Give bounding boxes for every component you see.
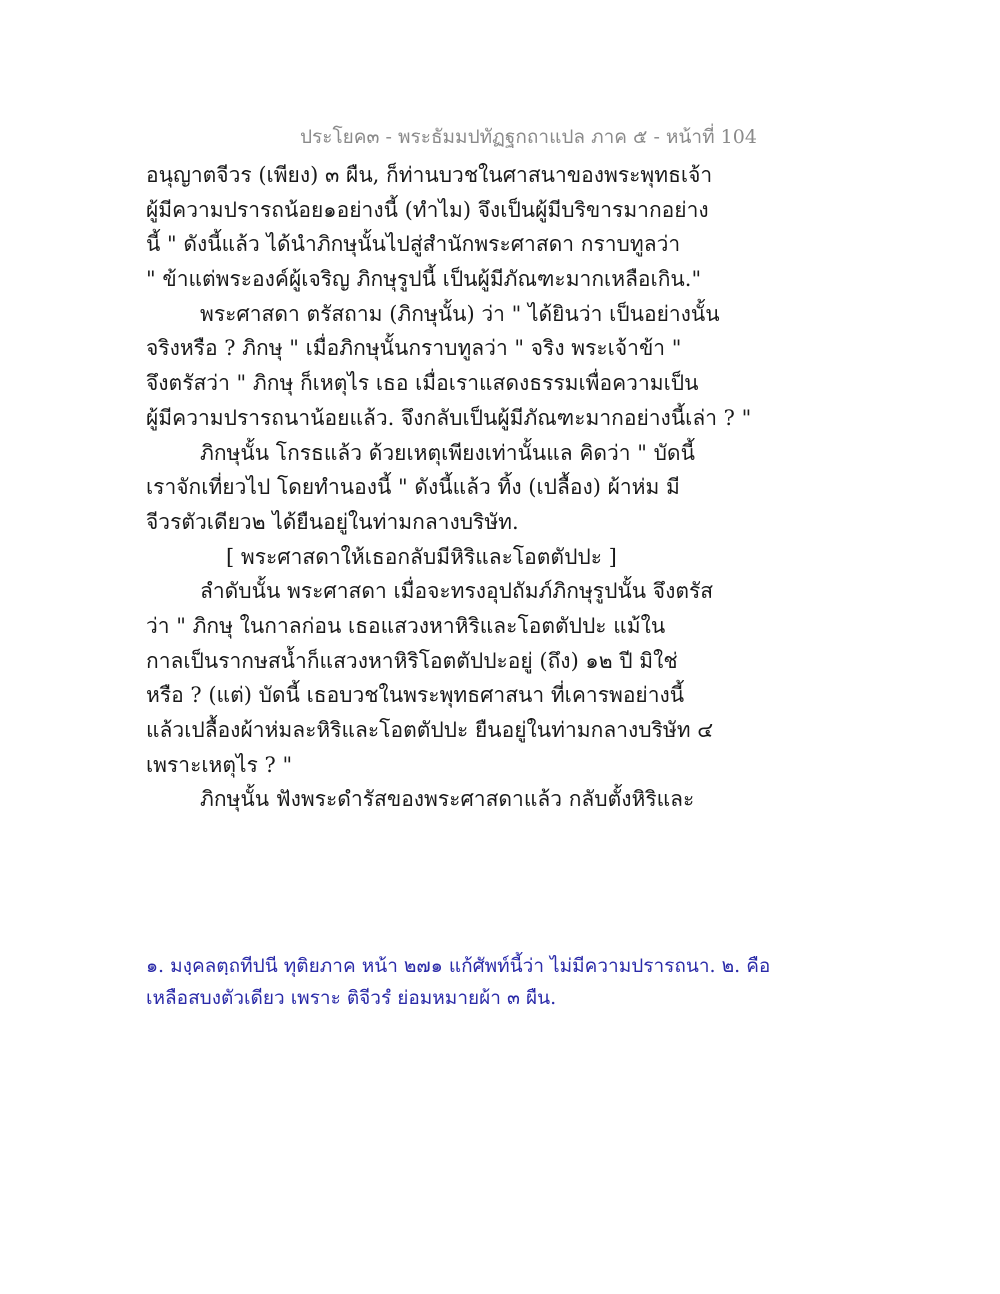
- text-line: หรือ ? (แต่) บัดนี้ เธอบวชในพระพุทธศาสนา ที่เคารพอย่างนี้: [146, 683, 685, 708]
- text-line: " ข้าแต่พระองค์ผู้เจริญ ภิกษุรูปนี้ เป็นผู้มีภัณฑะมากเหลือเกิน.": [146, 267, 702, 292]
- paragraph-start-line: ภิกษุนั้น ฟังพระดำรัสของพระศาสดาแล้ว กลับตั้งหิริและ: [200, 787, 695, 812]
- text-line: จริงหรือ ? ภิกษุ " เมื่อภิกษุนั้นกราบทูลว่า " จริง พระเจ้าข้า ": [146, 336, 682, 361]
- text-line: เราจักเที่ยวไป โดยทำนองนี้ " ดังนี้แล้ว ทิ้ง (เปลื้อง) ผ้าห่ม มี: [146, 475, 680, 500]
- footnote-line: ๑. มงฺคลตฺถทีปนี ทุติยภาค หน้า ๒๗๑ แก้ศัพท์นี้ว่า ไม่มีความปรารถนา. ๒. คือ: [146, 955, 771, 977]
- footnote-line: เหลือสบงตัวเดียว เพราะ ติจีวรํ ย่อมหมายผ้า ๓ ผืน.: [146, 987, 557, 1009]
- text-line: ผู้มีความปรารถนาน้อยแล้ว. จึงกลับเป็นผู้มีภัณฑะมากอย่างนี้เล่า ? ": [146, 405, 752, 430]
- text-line: เพราะเหตุไร ? ": [146, 752, 293, 777]
- text-line: จีวรตัวเดียว๒ ได้ยืนอยู่ในท่ามกลางบริษัท.: [146, 509, 519, 534]
- body-text: [146, 158, 752, 817]
- text-line: จึงตรัสว่า " ภิกษุ ก็เหตุไร เธอ เมื่อเราแสดงธรรมเพื่อความเป็น: [146, 371, 699, 396]
- paragraph-start-line: พระศาสดา ตรัสถาม (ภิกษุนั้น) ว่า " ได้ยินว่า เป็นอย่างนั้น: [200, 301, 720, 326]
- paragraph-start-line: ภิกษุนั้น โกรธแล้ว ด้วยเหตุเพียงเท่านั้นแล คิดว่า " บัดนี้: [200, 440, 695, 465]
- text-line: แล้วเปลื้องผ้าห่มละหิริและโอตตัปปะ ยืนอยู่ในท่ามกลางบริษัท ๔: [146, 718, 714, 742]
- section-heading: [ พระศาสดาให้เธอกลับมีหิริและโอตตัปปะ ]: [226, 544, 617, 569]
- paragraph-start-line: ลำดับนั้น พระศาสดา เมื่อจะทรงอุปถัมภ์ภิกษุรูปนั้น จึงตรัส: [200, 579, 714, 604]
- text-line: นี้ " ดังนี้แล้ว ได้นำภิกษุนั้นไปสู่สำนักพระศาสดา กราบทูลว่า: [146, 232, 681, 257]
- text-line: ว่า " ภิกษุ ในกาลก่อน เธอแสวงหาหิริและโอตตัปปะ แม้ใน: [146, 613, 666, 638]
- text-line: ผู้มีความปรารถน้อย๑อย่างนี้ (ทำไม) จึงเป็นผู้มีบริขารมากอย่าง: [146, 197, 709, 222]
- footnotes: [146, 950, 771, 1014]
- text-line: อนุญาตจีวร (เพียง) ๓ ผืน, ก็ท่านบวชในศาสนาของพระพุทธเจ้า: [146, 163, 713, 187]
- page-header: ประโยค๓ - พระธัมมปทัฏฐกถาแปล ภาค ๕ - หน้าที่ 104: [300, 126, 757, 148]
- text-line: กาลเป็นรากษสน้ำก็แสวงหาหิริโอตตัปปะอยู่ (ถึง) ๑๒ ปี มิใช่: [146, 648, 678, 673]
